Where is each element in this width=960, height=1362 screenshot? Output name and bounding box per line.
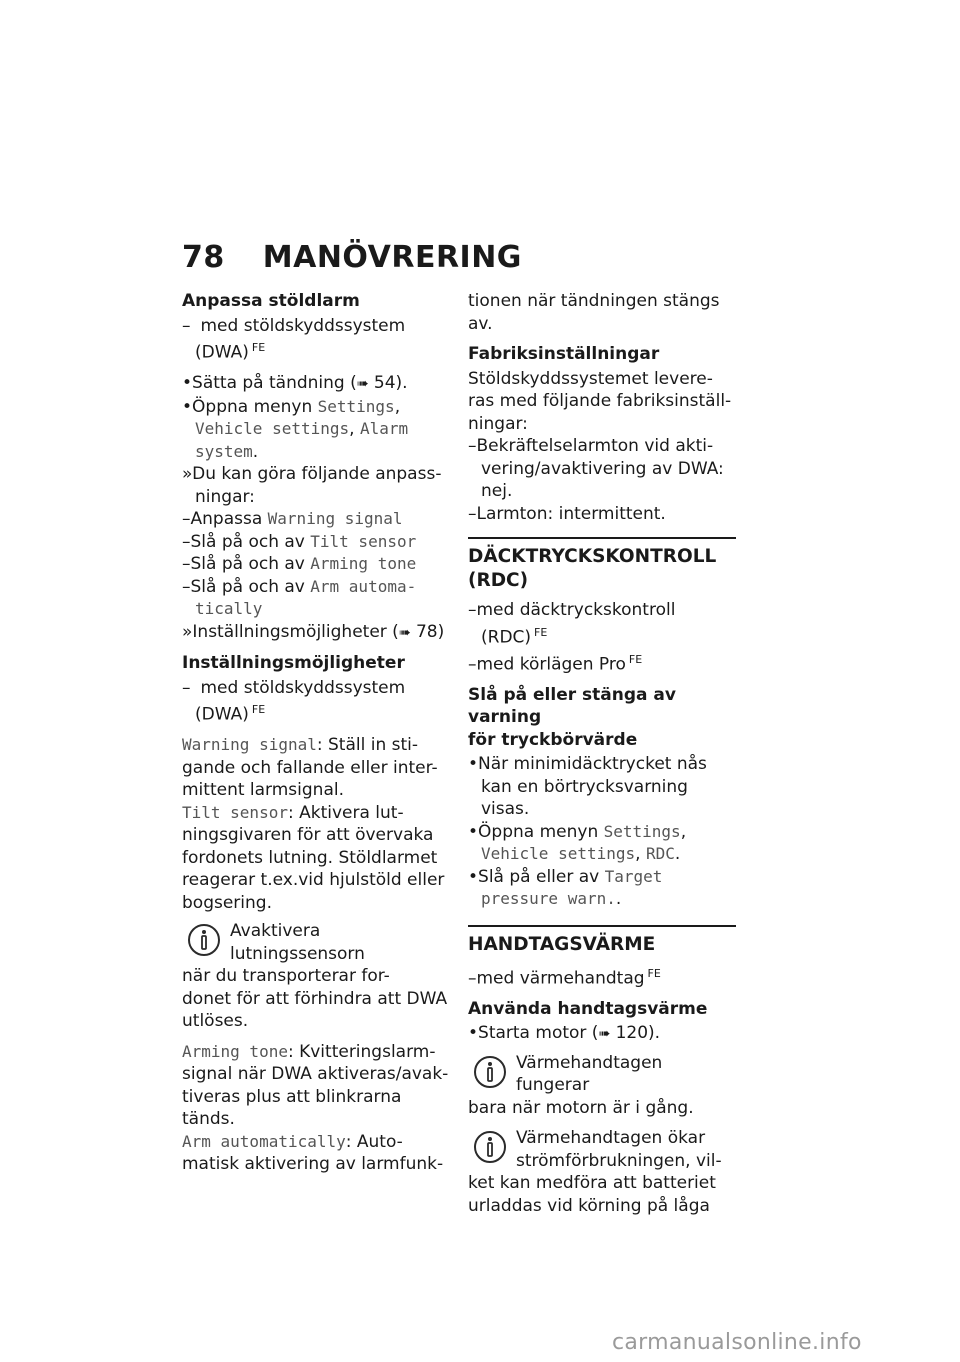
- page-header: [182, 240, 522, 275]
- section-title-installningar: Inställningsmöjligheter: [182, 653, 405, 674]
- left-column: [182, 290, 450, 1176]
- bullet-open-menu: •Öppna menyn Settings,: [468, 821, 687, 842]
- rdc-requirement-2: –med körlägen Pro $^{FE}$: [468, 652, 643, 675]
- bullet-min-pressure: •När minimidäcktrycket nås: [468, 754, 707, 775]
- info-note-heat-2: Värmehandtagen ökar strömförbrukningen, vil- ket kan medföra att batteriet urladdas vid körning på låga: [468, 1128, 722, 1216]
- watermark: carmanualsonline.info: [612, 1330, 862, 1355]
- info-icon: [186, 922, 222, 958]
- section-title-fabrik: Fabriksinställningar: [468, 344, 660, 364]
- section-title-anvanda: Använda handtagsvärme: [468, 998, 708, 1019]
- option-warning: –Anpassa Warning signal: [182, 509, 403, 530]
- info-icon: [472, 1054, 508, 1090]
- info-note-heat-1: Värmehandtagen fungerar bara när motorn är i gång.: [468, 1052, 694, 1118]
- result-settings: »Inställningsmöjligheter (➠ 78): [182, 621, 445, 642]
- bullet-menu: •Öppna menyn Settings,: [182, 396, 401, 417]
- requirement-item-cont: (DWA) $^{FE}$: [195, 341, 266, 363]
- warning-signal-desc: Warning signal: Ställ in sti- gande och fallande eller inter- mittent larmsignal.: [182, 735, 438, 801]
- arm-auto-desc: Arm automatically: Auto- matisk aktivering av larmfunk-: [182, 1131, 444, 1175]
- option-tilt: –Slå på och av Tilt sensor: [182, 531, 417, 552]
- info-icon: [472, 1129, 508, 1165]
- handtag-requirement: –med värmehandtag $^{FE}$: [468, 966, 661, 989]
- bullet-ignition: •Sätta på tändning (➠ 54).: [182, 373, 408, 394]
- page-number: 78: [182, 240, 225, 275]
- right-column: [468, 290, 736, 1225]
- arrow-ref-icon: ➠: [356, 376, 369, 393]
- menu-path: Vehicle settings, Alarm: [195, 419, 409, 440]
- info-note-tilt: Avaktivera lutningssensorn när du transporterar for- donet för att förhindra att DWA utlöses.: [182, 921, 448, 1032]
- factory-item-2: –Larmton: intermittent.: [468, 503, 666, 524]
- requirement-item-cont: (DWA) $^{FE}$: [195, 703, 266, 725]
- continued-text: tionen när tändningen stängs av.: [468, 291, 720, 334]
- result-item: »Du kan göra följande anpass-: [182, 464, 442, 485]
- factory-item-1-cont: vering/avaktivering av DWA: nej.: [481, 458, 724, 501]
- option-arm-auto: –Slå på och av Arm automa-: [182, 576, 417, 597]
- arrow-ref-icon: ➠: [598, 1026, 611, 1043]
- requirement-item: – med stöldskyddssystem: [182, 677, 406, 698]
- bullet-toggle-target-cont: pressure warn..: [481, 889, 622, 910]
- chapter-title: MANÖVRERING: [262, 240, 522, 275]
- bullet-min-pressure-cont: kan en börtrycksvarning visas.: [481, 776, 688, 820]
- rdc-requirement-1: –med däcktryckskontroll: [468, 600, 676, 620]
- option-arm-auto-cont: tically: [195, 599, 263, 619]
- menu-path-cont: system.: [195, 441, 259, 462]
- bullet-start-engine: •Starta motor (➠ 120).: [468, 1023, 661, 1044]
- menu-path-rdc: Vehicle settings, RDC.: [481, 844, 681, 865]
- arrow-ref-icon: ➠: [398, 624, 411, 641]
- factory-item-1: –Bekräftelselarmton vid akti-: [468, 436, 714, 456]
- bullet-toggle-target: •Slå på eller av Target: [468, 866, 663, 887]
- tilt-sensor-desc: Tilt sensor: Aktivera lut- ningsgivaren för att övervaka fordonets lutning. Stöldlarmet reagerar t.ex.vid hjulstöld eller bogsering.: [182, 802, 445, 913]
- section-title-anpassa: Anpassa stöldlarm: [182, 291, 360, 311]
- requirement-item: – med stöldskyddssystem: [182, 315, 406, 336]
- arming-tone-desc: Arming tone: Kvitteringslarm- signal när DWA aktiveras/avak- tiveras plus att blinkrarna tänds.: [182, 1041, 449, 1130]
- option-arming: –Slå på och av Arming tone: [182, 554, 417, 575]
- section-heading-rdc: DÄCKTRYCKSKONTROLL (RDC): [468, 537, 736, 593]
- factory-text: Stöldskyddssystemet levere- ras med följande fabriksinställ- ningar:: [468, 368, 732, 434]
- result-item-cont: ningar:: [195, 486, 255, 507]
- rdc-requirement-1-cont: (RDC) $^{FE}$: [481, 625, 548, 648]
- section-heading-handtag: HANDTAGSVÄRME: [468, 925, 736, 957]
- section-title-varning: Slå på eller stänga av varning för tryckbörvärde: [468, 684, 676, 750]
